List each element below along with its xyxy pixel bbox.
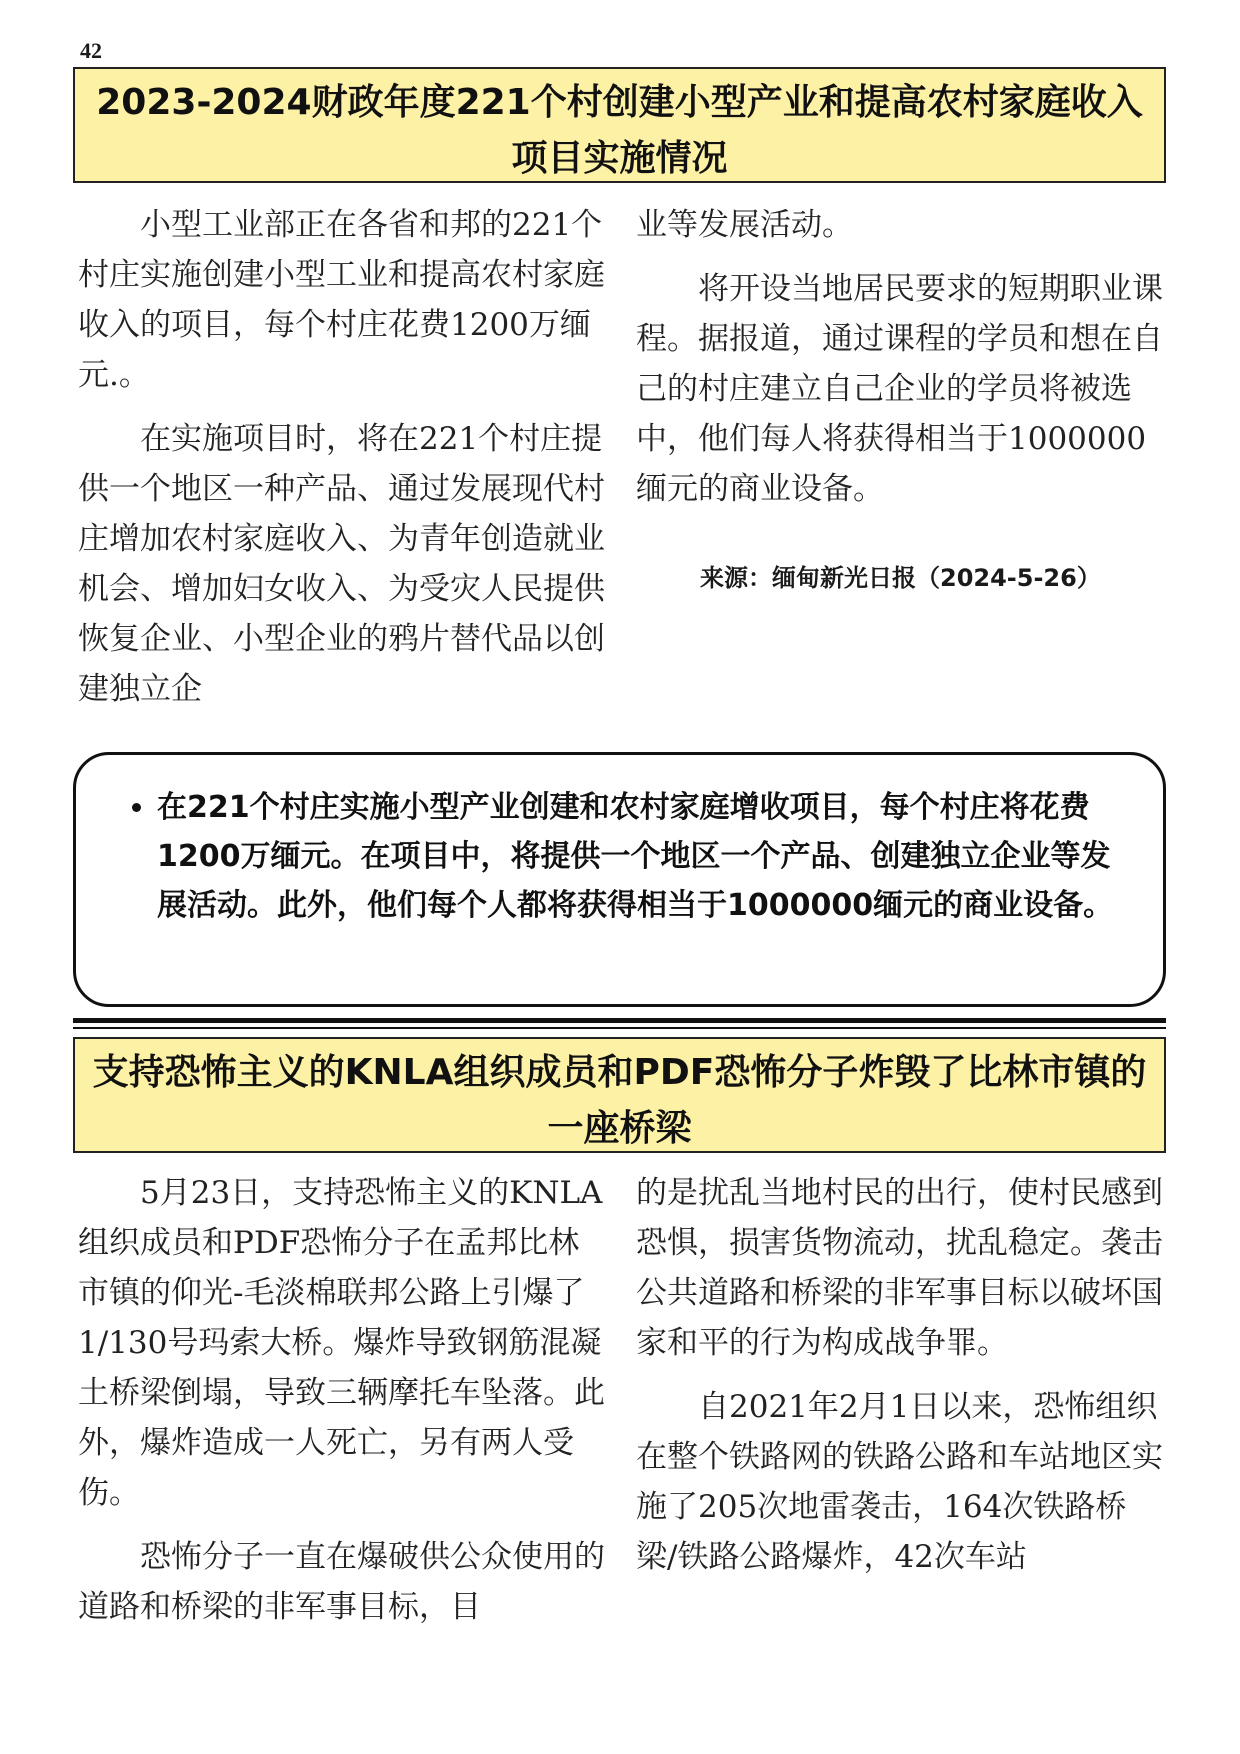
article1-headline: 2023-2024财政年度221个村创建小型产业和提高农村家庭收入项目实施情况 [73,67,1166,183]
article1-left-column [78,200,608,714]
summary-bullet: • 在221个村庄实施小型产业创建和农村家庭增收项目，每个村庄将花费1200万缅元。在项目中，将提供一个地区一个产品、创建独立企业等发展活动。此外，他们每个人都将获得相当于1000000缅元的商业设备。 [157,783,1137,930]
summary-box [73,752,1166,1007]
article2-continuation: 的是扰乱当地村民的出行，使村民感到恐惧，损害货物流动，扰乱稳定。袭击公共道路和桥梁的非军事目标以破坏国家和平的行为构成战争罪。 [636,1175,1163,1361]
section-divider [73,1018,1166,1023]
article1-paragraph-3: 将开设当地居民要求的短期职业课程。据报道，通过课程的学员和想在自己的村庄建立自己企业的学员将被选中，他们每人将获得相当于1000000缅元的商业设备。 [636,271,1163,507]
section-divider-thin [73,1027,1166,1029]
article2-left-column [78,1168,608,1632]
article1-paragraph-2: 在实施项目时，将在221个村庄提供一个地区一种产品、通过发展现代村庄增加农村家庭收入、为青年创造就业机会、增加妇女收入、为受灾人民提供恢复企业、小型企业的鸦片替代品以创建独立企 [78,421,605,707]
article2-paragraph-1: 5月23日，支持恐怖主义的KNLA组织成员和PDF恐怖分子在孟邦比林市镇的仰光-毛淡棉联邦公路上引爆了1/130号玛索大桥。爆炸导致钢筋混凝土桥梁倒塌，导致三辆摩托车坠落。此外，爆炸造成一人死亡，另有两人受伤。 [78,1175,605,1511]
page-number: 42 [80,38,102,63]
article1-right-column [636,200,1166,514]
article1-continuation: 业等发展活动。 [636,207,853,243]
article2-headline: 支持恐怖主义的KNLA组织成员和PDF恐怖分子炸毁了比林市镇的一座桥梁 [73,1037,1166,1153]
article2-paragraph-2: 恐怖分子一直在爆破供公众使用的道路和桥梁的非军事目标，目 [78,1539,605,1625]
article2-paragraph-3: 自2021年2月1日以来，恐怖组织在整个铁路网的铁路公路和车站地区实施了205次地雷袭击，164次铁路桥梁/铁路公路爆炸，42次车站 [636,1389,1163,1575]
article2-right-column [636,1168,1166,1582]
article1-paragraph-1: 小型工业部正在各省和邦的221个村庄实施创建小型工业和提高农村家庭收入的项目，每个村庄花费1200万缅元.。 [78,207,605,393]
article1-source: 来源：缅甸新光日报（2024-5-26） [700,564,1101,592]
